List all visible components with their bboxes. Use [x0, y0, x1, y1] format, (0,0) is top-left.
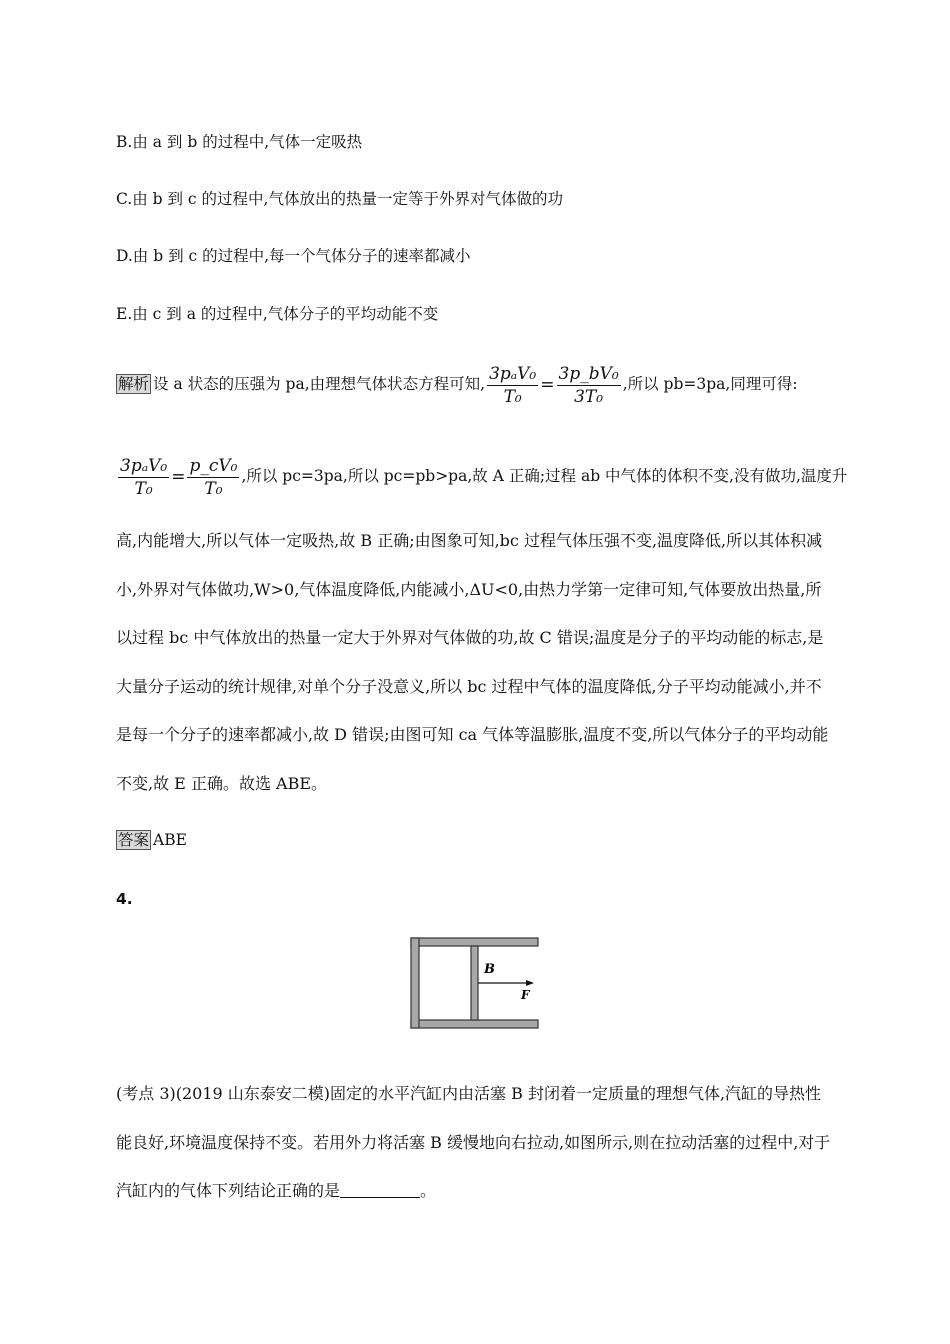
cylinder-bottom-wall	[411, 1020, 538, 1028]
fraction-3	[118, 455, 169, 500]
analysis-line-1	[116, 360, 798, 409]
fraction-4	[187, 455, 239, 500]
answer-value: ABE	[153, 831, 187, 849]
equals-sign-2: =	[171, 467, 186, 487]
answer-line	[116, 829, 187, 851]
piston-b	[471, 946, 478, 1020]
fraction-1-denominator: T₀	[503, 386, 522, 407]
option-d: D.由 b 到 c 的过程中,每一个气体分子的速率都减小	[116, 247, 471, 265]
analysis-line1-prefix: 设 a 状态的压强为 pa,由理想气体状态方程可知,	[153, 375, 486, 393]
equals-sign: =	[540, 375, 555, 395]
analysis-line-2	[116, 452, 847, 501]
question-text	[116, 1070, 836, 1216]
fraction-4-numerator: p_cV₀	[189, 455, 238, 476]
fraction-2-numerator: 3p_bV₀	[558, 363, 619, 384]
analysis-tag: 解析	[118, 375, 150, 393]
fraction-2	[557, 363, 621, 408]
fraction-3-denominator: T₀	[134, 478, 153, 499]
question-number: 4.	[116, 890, 133, 908]
fraction-3-numerator: 3pₐV₀	[120, 455, 168, 476]
fraction-1-numerator: 3pₐV₀	[489, 363, 537, 384]
analysis-line1-suffix: ,所以 pb=3pa,同理可得:	[622, 375, 798, 393]
force-label: F	[521, 988, 530, 1002]
option-e: E.由 c 到 a 的过程中,气体分子的平均动能不变	[116, 305, 439, 323]
answer-blank[interactable]	[340, 1183, 420, 1198]
piston-label: B	[484, 962, 495, 977]
cylinder-left-wall	[411, 938, 419, 1028]
option-c: C.由 b 到 c 的过程中,气体放出的热量一定等于外界对气体做的功	[116, 190, 563, 208]
force-arrowhead	[526, 980, 534, 986]
question-end: 。	[420, 1181, 437, 1200]
cylinder-piston-figure	[408, 935, 542, 1031]
option-b: B.由 a 到 b 的过程中,气体一定吸热	[116, 133, 363, 151]
question-body: (考点 3)(2019 山东泰安二模)固定的水平汽缸内由活塞 B 封闭着一定质量的理想气体,汽缸的导热性能良好,环境温度保持不变。若用外力将活塞 B 缓慢地向右拉动,如图所示,则在拉动活塞的过程中,对于汽缸内的气体下列结论正确的是	[116, 1084, 831, 1200]
analysis-line2-suffix: ,所以 pc=3pa,所以 pc=pb>pa,故 A 正确;过程 ab 中气体的体积不变,没有做功,温度升	[241, 467, 848, 485]
cylinder-top-wall	[411, 938, 538, 946]
analysis-body: 高,内能增大,所以气体一定吸热,故 B 正确;由图象可知,bc 过程气体压强不变,温度降低,所以其体积减小,外界对气体做功,W>0,气体温度降低,内能减小,ΔU<0,由热力学第一定律可知,气体要放出热量,所以过程 bc 中气体放出的热量一定大于外界对气体做的功,故 C 错误;温度是分子的平均动能的标志,是大量分子运动的统计规律,对单个分子没意义,所以 bc 过程中气体的温度降低,分子平均动能减小,并不是每一个分子的速率都减小,故 D 错误;由图可知 ca 气体等温膨胀,温度不变,所以气体分子的平均动能不变,故 E 正确。故选 ABE。	[116, 531, 829, 793]
fraction-2-denominator: 3T₀	[574, 386, 604, 407]
answer-tag: 答案	[118, 831, 150, 849]
fraction-1	[487, 363, 538, 408]
fraction-4-denominator: T₀	[204, 478, 223, 499]
